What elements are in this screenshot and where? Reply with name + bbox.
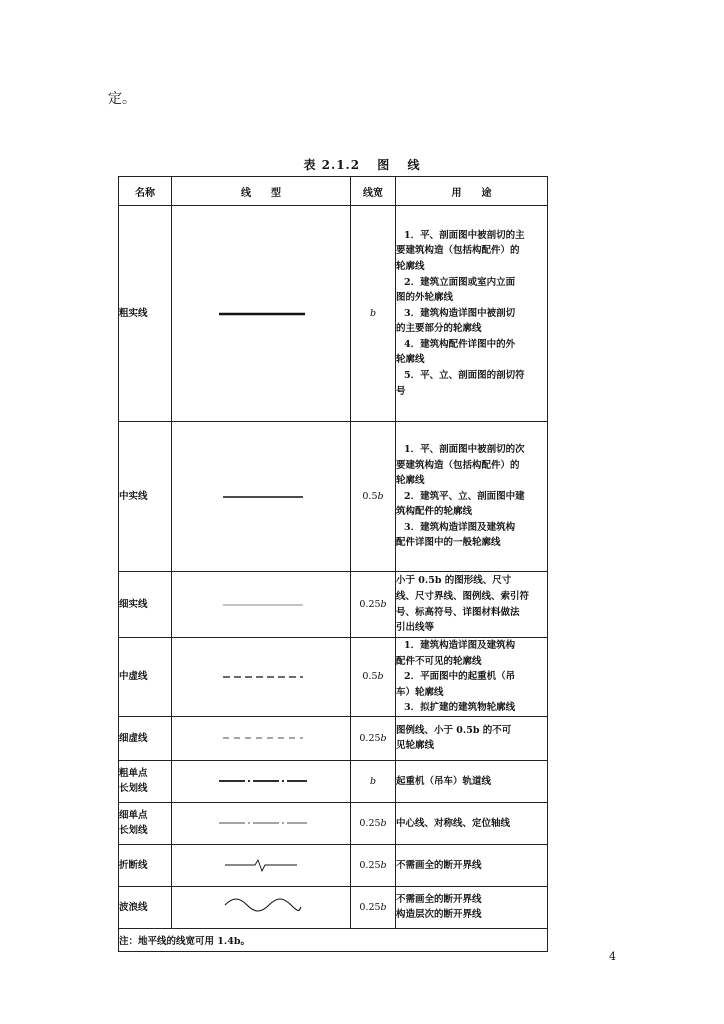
line-name-text: 长划线 bbox=[119, 783, 148, 795]
line-name-cell bbox=[119, 422, 172, 572]
line-name-text: 折断线 bbox=[119, 859, 148, 871]
use-text-line: 1．平、剖面图中被剖切的次 bbox=[404, 443, 525, 455]
medium-dashed-line-sample bbox=[211, 667, 311, 687]
use-text-line: 号、标高符号、详图材料做法 bbox=[396, 606, 520, 618]
thin-dashed-line-sample bbox=[211, 728, 311, 748]
table-row bbox=[119, 422, 548, 572]
use-text-line: 配件不可见的轮廓线 bbox=[396, 655, 482, 667]
thick-solid-line-sample bbox=[211, 304, 311, 324]
use-text-line: 2．平面图中的起重机（吊 bbox=[404, 671, 516, 683]
line-width-cell: 0.5b bbox=[351, 638, 396, 717]
line-use-cell bbox=[396, 206, 548, 422]
line-name-cell bbox=[119, 716, 172, 760]
use-text-line: 1．建筑构造详图及建筑构 bbox=[404, 640, 516, 651]
line-width-cell: 0.5b bbox=[351, 422, 396, 572]
use-text-line: 构造层次的断开界线 bbox=[396, 909, 482, 921]
line-width-cell: 0.25b bbox=[351, 716, 396, 760]
use-text-line: 5．平、立、剖面图的剖切符 bbox=[404, 370, 525, 382]
note-row bbox=[119, 928, 548, 951]
line-type-cell bbox=[172, 886, 351, 928]
line-type-cell bbox=[172, 422, 351, 572]
use-text-line: 的主要部分的轮廓线 bbox=[396, 323, 482, 335]
use-text-line: 图的外轮廓线 bbox=[396, 292, 454, 304]
line-name-text: 细虚线 bbox=[119, 732, 148, 744]
line-type-cell bbox=[172, 572, 351, 638]
use-text-line: 2．建筑立面图或室内立面 bbox=[404, 276, 516, 288]
use-text-line: 2．建筑平、立、剖面图中建 bbox=[404, 490, 525, 502]
line-name-text: 中实线 bbox=[119, 491, 148, 502]
wave-line-sample bbox=[211, 897, 311, 917]
line-name-text: 粗实线 bbox=[119, 308, 148, 319]
use-text-line: 中心线、对称线、定位轴线 bbox=[396, 817, 511, 829]
use-text-line: 1．平、剖面图中被剖切的主 bbox=[404, 229, 525, 241]
table-note: 注：地平线的线宽可用 1.4b。 bbox=[119, 928, 548, 951]
line-name-cell bbox=[119, 844, 172, 886]
table-header-row bbox=[119, 177, 548, 206]
line-name-cell bbox=[119, 760, 172, 802]
table-row bbox=[119, 844, 548, 886]
header-use: 用 途 bbox=[396, 177, 548, 206]
thin-dashdot-line-sample bbox=[211, 813, 311, 833]
line-type-cell bbox=[172, 802, 351, 844]
line-use-cell bbox=[396, 716, 548, 760]
table-row bbox=[119, 886, 548, 928]
break-line-sample bbox=[211, 855, 311, 875]
thick-dashdot-line-sample bbox=[211, 771, 311, 791]
thin-solid-line-sample bbox=[211, 595, 311, 615]
use-text-line: 3．建筑构造详图中被剖切 bbox=[404, 307, 516, 319]
page-number: 4 bbox=[609, 950, 616, 963]
use-text-line: 筑构配件的轮廓线 bbox=[396, 506, 473, 518]
line-name-text: 细单点 bbox=[119, 810, 148, 822]
line-use-cell bbox=[396, 422, 548, 572]
use-text-line: 车）轮廓线 bbox=[396, 686, 444, 698]
line-use-cell bbox=[396, 638, 548, 717]
table-row bbox=[119, 638, 548, 717]
table-caption bbox=[0, 156, 724, 173]
medium-solid-line-sample bbox=[211, 487, 311, 507]
header-type: 线 型 bbox=[172, 177, 351, 206]
line-name-cell bbox=[119, 886, 172, 928]
line-types-table bbox=[118, 176, 548, 952]
use-text-line: 轮廓线 bbox=[396, 475, 425, 487]
use-text-line: 轮廓线 bbox=[396, 354, 425, 366]
use-text-line: 3．建筑构造详图及建筑构 bbox=[404, 521, 516, 533]
use-text-line: 要建筑构造（包括构配件）的 bbox=[396, 245, 520, 257]
line-width-cell: 0.25b bbox=[351, 802, 396, 844]
use-text-line: 引出线等 bbox=[396, 622, 435, 634]
line-name-cell bbox=[119, 206, 172, 422]
use-text-line: 号 bbox=[396, 385, 406, 397]
line-name-cell bbox=[119, 572, 172, 638]
use-text-line: 不需画全的断开界线 bbox=[396, 859, 482, 871]
lead-text: 定。 bbox=[108, 91, 136, 107]
line-width-cell: 0.25b bbox=[351, 886, 396, 928]
caption-label: 表 2.1.2 bbox=[303, 158, 361, 172]
use-text-line: 起重机（吊车）轨道线 bbox=[396, 775, 492, 787]
line-width-cell: b bbox=[351, 206, 396, 422]
use-text-line: 见轮廓线 bbox=[396, 740, 435, 752]
line-type-cell bbox=[172, 716, 351, 760]
use-text-line: 不需画全的断开界线 bbox=[396, 893, 482, 905]
table-row bbox=[119, 802, 548, 844]
line-use-cell bbox=[396, 802, 548, 844]
line-type-cell bbox=[172, 206, 351, 422]
use-text-line: 小于 0.5b 的图形线、尺寸 bbox=[396, 575, 512, 587]
line-width-cell: 0.25b bbox=[351, 572, 396, 638]
line-name-cell bbox=[119, 802, 172, 844]
table-row bbox=[119, 760, 548, 802]
line-type-cell bbox=[172, 760, 351, 802]
table-row bbox=[119, 716, 548, 760]
line-type-cell bbox=[172, 638, 351, 717]
line-name-cell bbox=[119, 638, 172, 717]
line-width-cell: b bbox=[351, 760, 396, 802]
use-text-line: 线、尺寸界线、图例线、索引符 bbox=[396, 590, 530, 602]
use-text-line: 轮廓线 bbox=[396, 260, 425, 272]
table-row bbox=[119, 572, 548, 638]
line-use-cell bbox=[396, 760, 548, 802]
line-name-text: 长划线 bbox=[119, 825, 148, 837]
header-name: 名称 bbox=[119, 177, 172, 206]
line-width-cell: 0.25b bbox=[351, 844, 396, 886]
line-name-text: 细实线 bbox=[119, 599, 148, 610]
line-use-cell bbox=[396, 572, 548, 638]
line-name-text: 粗单点 bbox=[119, 768, 148, 780]
caption-word-1: 图 bbox=[377, 158, 391, 172]
use-text-line: 要建筑构造（包括构配件）的 bbox=[396, 459, 520, 471]
header-width: 线宽 bbox=[351, 177, 396, 206]
line-use-cell bbox=[396, 886, 548, 928]
use-text-line: 4．建筑构配件详图中的外 bbox=[404, 338, 516, 350]
line-name-text: 波浪线 bbox=[119, 901, 148, 913]
line-name-text: 中虚线 bbox=[119, 671, 148, 683]
use-text-line: 图例线、小于 0.5b 的不可 bbox=[396, 724, 512, 736]
line-type-cell bbox=[172, 844, 351, 886]
table-row bbox=[119, 206, 548, 422]
caption-word-2: 线 bbox=[407, 158, 421, 172]
use-text-line: 3．拟扩建的建筑物轮廓线 bbox=[404, 702, 516, 714]
line-use-cell bbox=[396, 844, 548, 886]
use-text-line: 配件详图中的一般轮廓线 bbox=[396, 537, 501, 549]
